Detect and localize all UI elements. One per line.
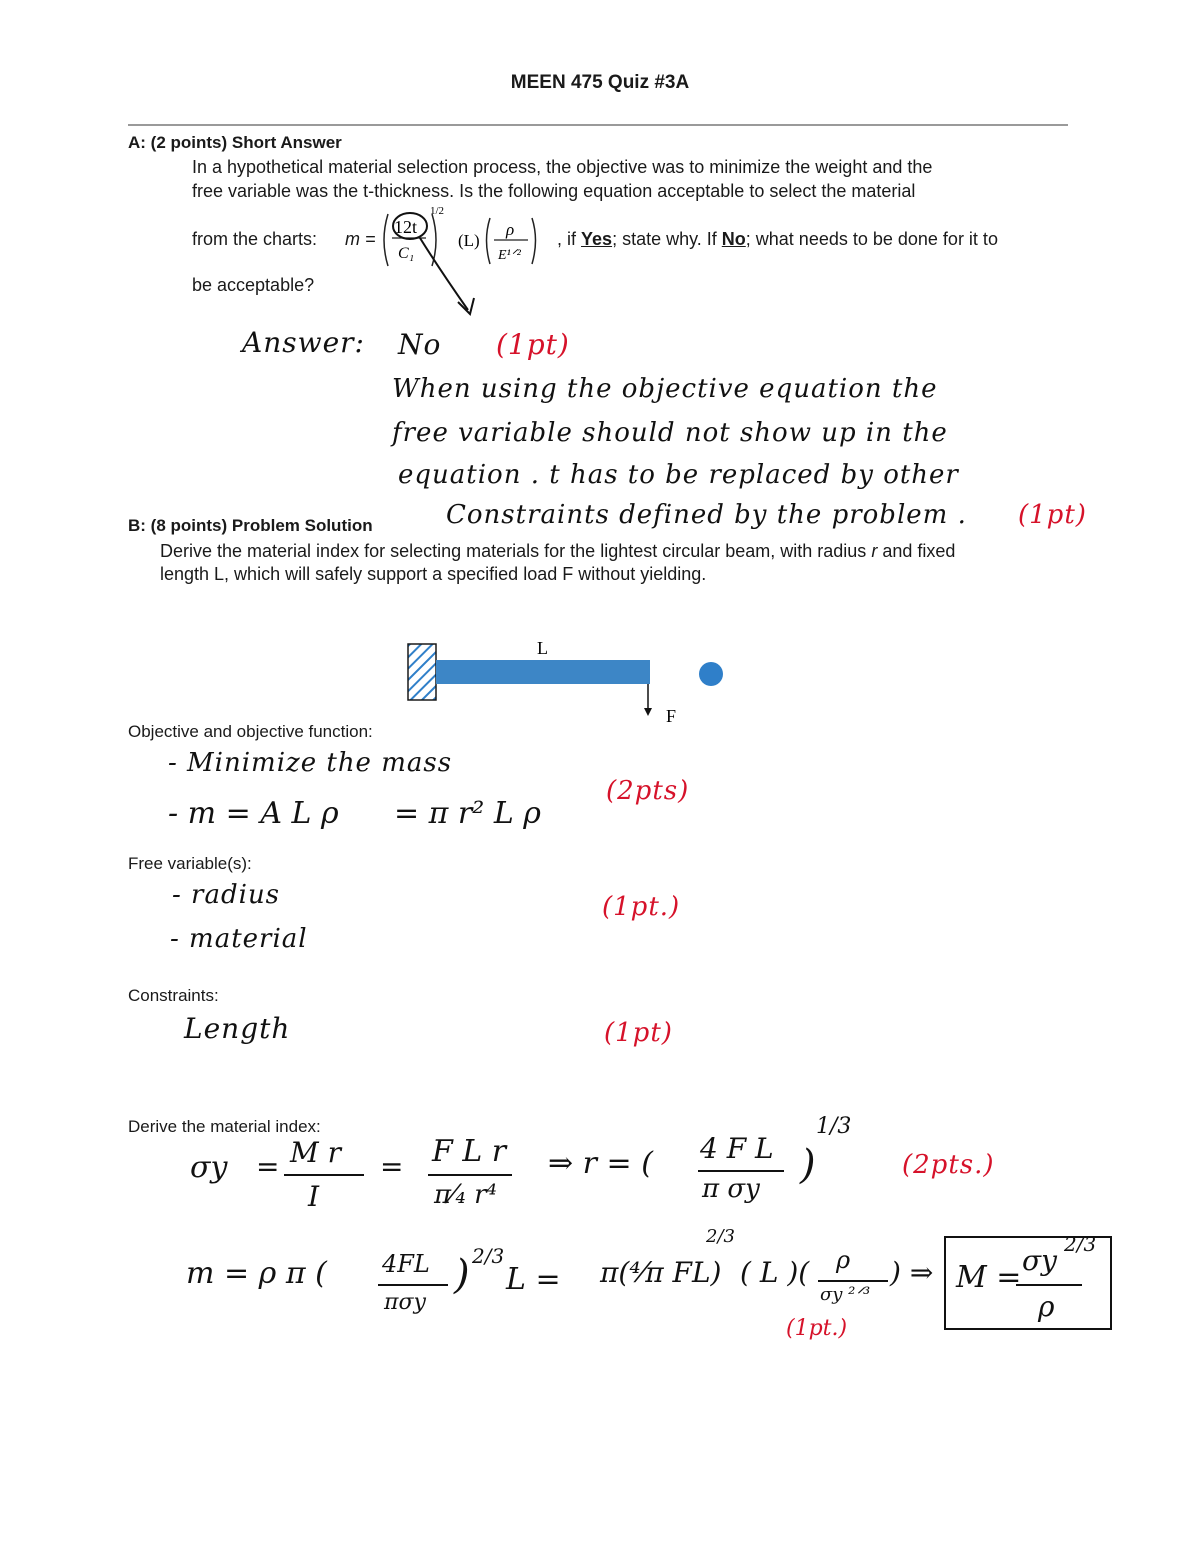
explanation-line-4: Constraints defined by the problem .: [446, 500, 967, 530]
constraints-label: Constraints:: [128, 986, 219, 1005]
free-variable-2: - material: [170, 924, 308, 954]
free-variables-label: Free variable(s):: [128, 854, 252, 873]
eq2-lhs: m = ρ π (: [186, 1256, 327, 1291]
eq1-numerator-2: F L r: [432, 1134, 507, 1169]
eq2-l: L =: [506, 1262, 561, 1297]
annotation-arrow: [400, 230, 490, 320]
material-index-exponent: 2/3: [1064, 1232, 1097, 1256]
what-needs-text: ; what needs to be done for it to: [745, 229, 998, 249]
eq1-denominator-2: π⁄₄ r⁴: [434, 1180, 497, 1210]
objective-1: - Minimize the mass: [168, 748, 453, 778]
eq2-denominator: πσy: [384, 1290, 426, 1315]
eq-half-exponent: 1/2: [430, 205, 445, 217]
constraint-points: (1pt): [604, 1018, 673, 1048]
explanation-points: (1pt): [1018, 500, 1087, 530]
material-index-denominator: ρ: [1038, 1290, 1055, 1323]
eq2-middle: π(⁴⁄π FL): [600, 1256, 722, 1289]
page-title: MEEN 475 Quiz #3A: [510, 72, 690, 93]
cantilever-diagram: [400, 630, 740, 730]
force-label: F: [666, 706, 677, 726]
eq2-fraction-bar: [378, 1284, 448, 1286]
length-label: L: [537, 638, 548, 658]
part-b-line-1: [160, 540, 955, 563]
state-why-text: ; state why. If: [612, 229, 722, 249]
eq1-result-start: ⇒ r = (: [548, 1146, 653, 1181]
eq1-close-paren: ): [800, 1142, 816, 1188]
part-a-heading: A: (2 points) Short Answer: [128, 133, 342, 152]
eq-e: E¹ᐟ²: [498, 248, 521, 263]
free-variable-1: - radius: [172, 880, 281, 910]
if-text: , if: [557, 229, 582, 249]
explanation-line-2: free variable should not show up in the: [392, 418, 948, 448]
material-index-lhs: M =: [956, 1260, 1022, 1295]
part-b-line-1-text: Derive the material index for selecting materials for the lightest circular beam, with radius: [160, 541, 872, 561]
eq2-rho-denominator: σy ²ᐟ³: [820, 1284, 871, 1305]
no-underlined: No: [721, 229, 746, 249]
eq2-middle-2: ( L )(: [740, 1256, 810, 1289]
part-a-line-1: In a hypothetical material selection process, the objective was to minimize the weight and the: [192, 157, 933, 177]
objective-points: (2pts): [606, 776, 690, 806]
derive-label: Derive the material index:: [128, 1117, 321, 1136]
objective-label: Objective and objective function:: [128, 722, 373, 741]
eq1-equals: =: [256, 1150, 280, 1183]
eq1-exponent: 1/3: [816, 1114, 852, 1139]
objective-2: - m = A L ρ: [168, 796, 339, 831]
part-a-line-2: free variable was the t-thickness. Is the following equation acceptable to select the material: [192, 181, 916, 201]
eq1-numerator: M r: [290, 1136, 341, 1169]
from-charts-text: from the charts:: [192, 229, 318, 249]
answer-points: (1pt): [496, 328, 570, 361]
constraint-1: Length: [184, 1012, 291, 1045]
answer-value: No: [398, 328, 442, 361]
material-index-bar: [1016, 1284, 1082, 1286]
part-b-line-2: length L, which will safely support a specified load F without yielding.: [160, 564, 707, 584]
eq1-fraction-bar-2: [428, 1174, 512, 1176]
free-variable-points: (1pt.): [602, 892, 681, 922]
answer-label: Answer:: [242, 326, 365, 359]
material-index-numerator: σy: [1022, 1244, 1057, 1277]
beam: [436, 660, 650, 684]
yes-underlined: Yes: [581, 229, 613, 249]
eq1-points: (2pts.): [902, 1150, 995, 1180]
eq1-lhs: σy: [190, 1150, 228, 1185]
part-b-line-1-end: and fixed: [877, 541, 956, 561]
title-divider: [128, 124, 1068, 126]
eq-c1: C₁: [398, 245, 415, 262]
eq2-numerator: 4FL: [382, 1250, 430, 1278]
eq2-rho-numerator: ρ: [836, 1246, 851, 1274]
eq1-result-bar: [698, 1170, 784, 1172]
explanation-line-3: equation . t has to be replaced by other: [398, 460, 959, 490]
question-continuation: [557, 228, 998, 251]
eq1-denominator: I: [308, 1180, 320, 1213]
eq2-close-2: ) ⇒: [890, 1256, 934, 1289]
cross-section-circle: [699, 662, 723, 686]
eq1-result-denominator: π σy: [702, 1174, 760, 1204]
eq2-points: (1pt.): [786, 1316, 848, 1341]
fixed-support: [408, 644, 436, 700]
eq2-close-paren: ): [454, 1252, 470, 1298]
eq1-equals-2: =: [380, 1150, 404, 1183]
eq1-result-numerator: 4 F L: [700, 1132, 774, 1165]
objective-2b: = π r² L ρ: [394, 796, 541, 831]
explanation-line-1: When using the objective equation the: [392, 374, 938, 404]
eq2-exponent: 2/3: [472, 1244, 505, 1268]
eq-12t: 12t: [394, 217, 418, 237]
radius-symbol: r: [871, 541, 878, 561]
eq2-rho-bar: [818, 1280, 888, 1282]
eq-rho: ρ: [506, 220, 515, 239]
part-b-heading: B: (8 points) Problem Solution: [128, 516, 373, 535]
eq-l: (L): [458, 231, 480, 250]
eq1-fraction-bar: [284, 1174, 364, 1176]
m-equals: m =: [345, 229, 376, 249]
part-a-line-4: be acceptable?: [192, 275, 315, 295]
eq2-middle-exponent: 2/3: [706, 1226, 735, 1247]
